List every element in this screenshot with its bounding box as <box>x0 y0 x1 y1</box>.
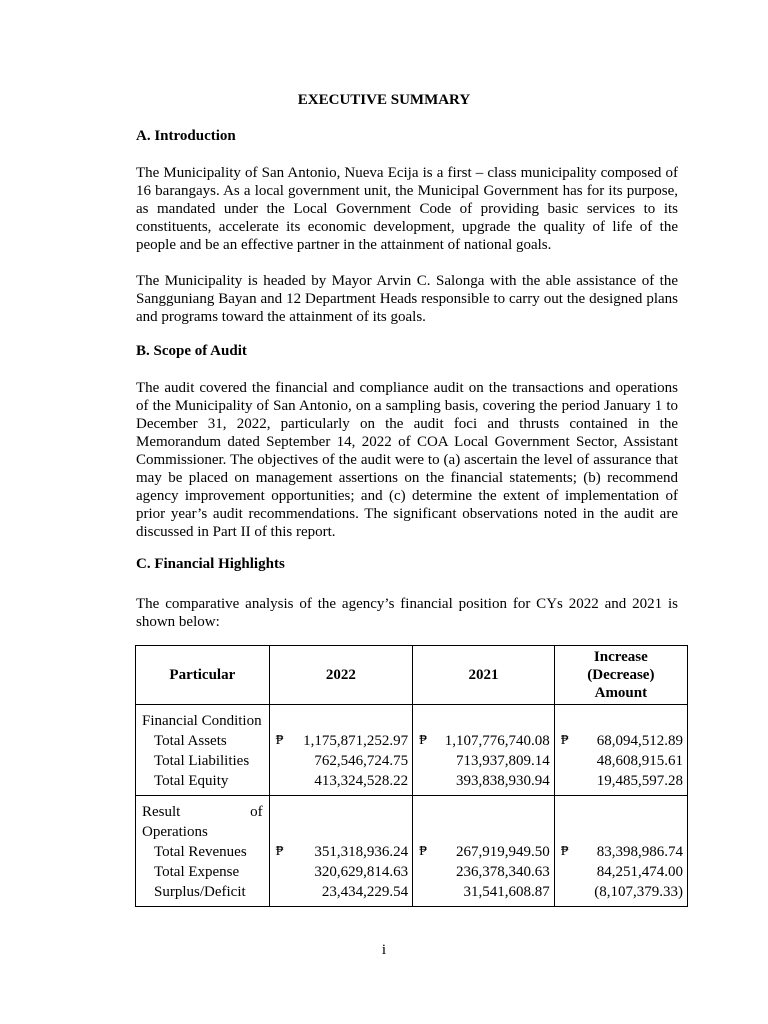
table-row-result-of-operations <box>136 796 688 907</box>
header-change-line-1: Increase <box>593 649 648 665</box>
table-row-financial-condition <box>136 705 688 796</box>
row-label: Surplus/Deficit <box>154 884 246 900</box>
value: 393,838,930.94 <box>456 773 550 789</box>
value: 267,919,949.50 <box>456 844 550 860</box>
values-2022-cell <box>269 705 413 796</box>
section-heading-introduction: A. Introduction <box>136 128 236 144</box>
intro-paragraph-1: The Municipality of San Antonio, Nueva Ecija is a first – class municipality composed of 16 barangays. As a local government unit, the Municipal Government has for its purpose, as mandated under the Local Government Code of providing basic services to its constituents, accelerate its economic development, upgrade the quality of life of the people and be an effective partner in the attainment of national goals. <box>136 165 678 253</box>
values-2021-cell <box>413 705 555 796</box>
header-increase-decrease <box>554 646 687 705</box>
peso-symbol: ₱ <box>560 844 569 859</box>
header-2021: 2021 <box>413 646 555 705</box>
header-change-line-3: Amount <box>594 685 648 701</box>
value: 83,398,986.74 <box>596 844 683 860</box>
group-label-operations: Operations <box>142 824 208 840</box>
page-number: i <box>381 942 387 958</box>
row-label: Total Liabilities <box>154 753 250 769</box>
header-2022: 2022 <box>269 646 413 705</box>
value: 1,175,871,252.97 <box>303 733 409 749</box>
values-2022-cell <box>269 796 413 907</box>
group-label-result-of: Result of <box>142 804 263 820</box>
row-label: Total Expense <box>154 864 240 880</box>
peso-symbol: ₱ <box>419 733 427 748</box>
peso-symbol: ₱ <box>560 733 569 748</box>
values-2021-cell <box>413 796 555 907</box>
peso-symbol: ₱ <box>419 844 427 859</box>
row-label: Total Equity <box>154 773 229 789</box>
value: 84,251,474.00 <box>596 864 683 880</box>
section-heading-financial-highlights: C. Financial Highlights <box>136 556 285 572</box>
row-label: Total Revenues <box>154 844 247 860</box>
value: 48,608,915.61 <box>596 753 683 769</box>
value: 413,324,528.22 <box>314 773 409 789</box>
header-change-line-2: (Decrease) <box>587 667 655 683</box>
values-change-cell <box>554 705 687 796</box>
group-label-financial-condition: Financial Condition <box>142 713 262 729</box>
particular-cell <box>136 705 270 796</box>
value: 351,318,936.24 <box>314 844 409 860</box>
table-header-row <box>136 646 688 705</box>
row-label: Total Assets <box>154 733 227 749</box>
peso-symbol: ₱ <box>275 733 284 748</box>
highlights-paragraph: The comparative analysis of the agency’s financial position for CYs 2022 and 2021 is shown below: <box>136 596 678 630</box>
section-heading-scope: B. Scope of Audit <box>136 343 247 359</box>
value: 1,107,776,740.08 <box>444 733 550 749</box>
particular-cell <box>136 796 270 907</box>
value: 713,937,809.14 <box>456 753 550 769</box>
value: 320,629,814.63 <box>314 864 409 880</box>
header-particular: Particular <box>136 646 270 705</box>
value: 31,541,608.87 <box>463 884 550 900</box>
value: 23,434,229.54 <box>321 884 409 900</box>
peso-symbol: ₱ <box>275 844 284 859</box>
financial-highlights-table <box>135 645 688 907</box>
value: 68,094,512.89 <box>596 733 683 749</box>
value: (8,107,379.33) <box>594 884 683 900</box>
intro-paragraph-2: The Municipality is headed by Mayor Arvin C. Salonga with the able assistance of the Sangguniang Bayan and 12 Department Heads responsible to carry out the designed plans and programs toward the attainment of its goals. <box>136 273 678 325</box>
page-title: EXECUTIVE SUMMARY <box>297 92 471 108</box>
values-change-cell <box>554 796 687 907</box>
value: 19,485,597.28 <box>596 773 683 789</box>
value: 762,546,724.75 <box>314 753 409 769</box>
scope-paragraph: The audit covered the financial and compliance audit on the transactions and operations of the Municipality of San Antonio, on a sampling basis, covering the period January 1 to December 31, 2022, particularly on the audit foci and thrusts contained in the Memorandum dated September 14, 2022 of COA Local Government Sector, Assistant Commissioner. The objectives of the audit were to (a) ascertain the level of assurance that may be placed on management assertions on the financial statements; (b) recommend agency improvement opportunities; and (c) determine the extent of implementation of prior year’s audit recommendations. The significant observations noted in the audit are discussed in Part II of this report. <box>136 380 678 540</box>
value: 236,378,340.63 <box>456 864 550 880</box>
